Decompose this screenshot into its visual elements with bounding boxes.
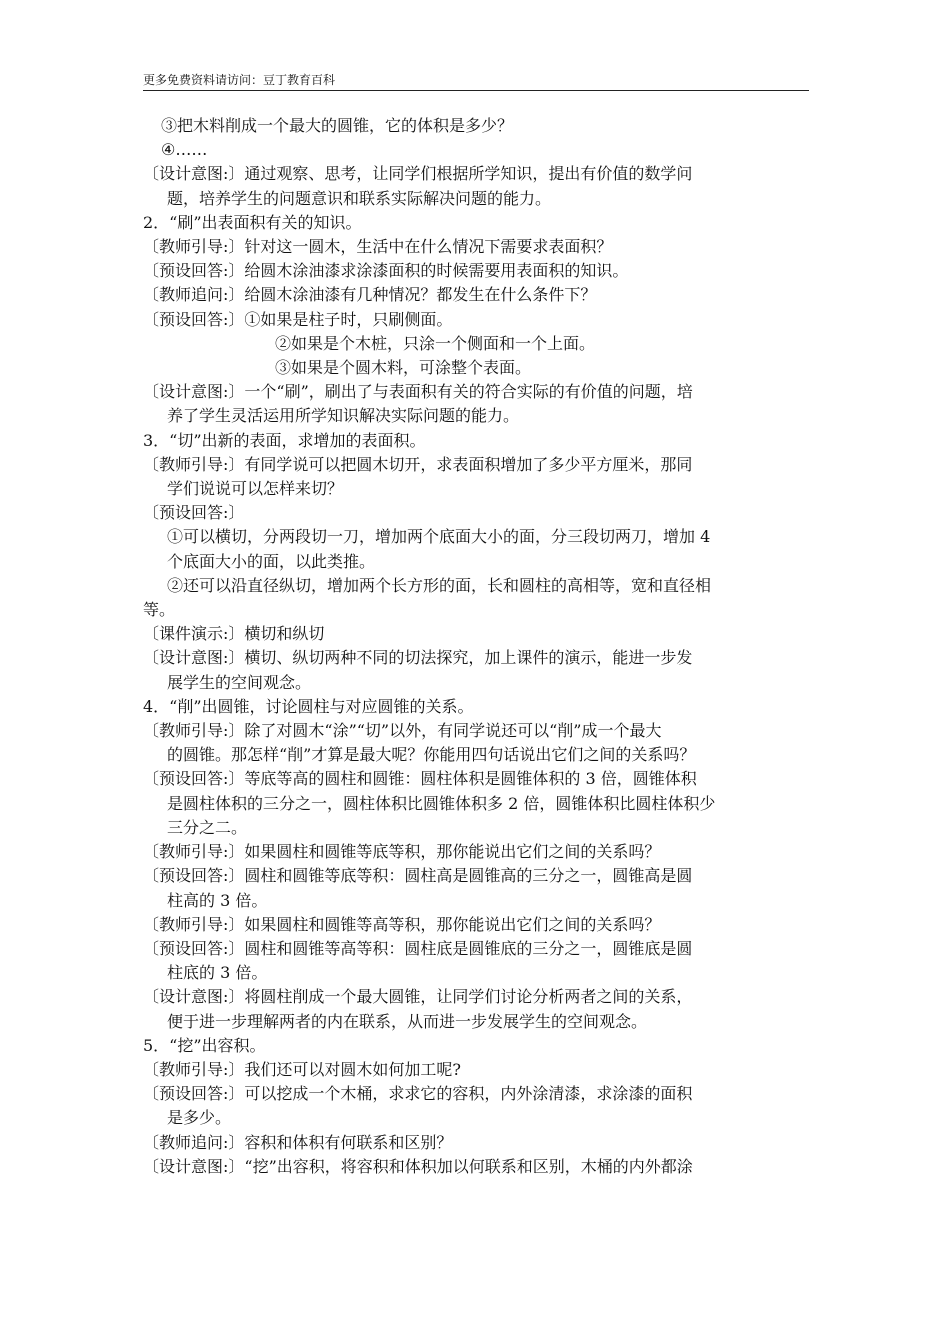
text-line: 〔预设回答:〕: [143, 503, 245, 523]
text-line: 〔设计意图:〕横切、纵切两种不同的切法探究，加上课件的演示，能进一步发: [143, 648, 693, 668]
text-line: 〔预设回答:〕可以挖成一个木桶，求求它的容积，内外涂清漆，求涂漆的面积: [143, 1084, 693, 1104]
text-line: 〔设计意图:〕通过观察、思考，让同学们根据所学知识，提出有价值的数学问: [143, 164, 693, 184]
text-line: 个底面大小的面，以此类推。: [167, 551, 376, 571]
page-header: 更多免费资料请访问：豆丁教育百科: [143, 72, 809, 91]
text-line: ④……: [161, 140, 208, 160]
text-line: 〔预设回答:〕①如果是柱子时，只刷侧面。: [143, 309, 453, 329]
section-heading: 2．“刷”出表面积有关的知识。: [143, 212, 362, 232]
text-line: 是圆柱体积的三分之一，圆柱体积比圆锥体积多 2 倍，圆锥体积比圆柱体积少: [167, 793, 716, 813]
text-line: 〔预设回答:〕圆柱和圆锥等高等积：圆柱底是圆锥底的三分之一，圆锥底是圆: [143, 938, 693, 958]
text-line: 〔教师追问:〕容积和体积有何联系和区别？: [143, 1132, 453, 1152]
text-line: 柱高的 3 倍。: [167, 890, 268, 910]
text-line: 学们说说可以怎样来切？: [167, 479, 344, 499]
text-line: 是多少。: [167, 1108, 232, 1128]
text-line: 〔教师引导:〕如果圆柱和圆锥等底等积，那你能说出它们之间的关系吗？: [143, 842, 661, 862]
section-heading: 5．“挖”出容积。: [143, 1035, 266, 1055]
text-line: 〔预设回答:〕等底等高的圆柱和圆锥：圆柱体积是圆锥体积的 3 倍，圆锥体积: [143, 769, 697, 789]
text-line: 〔课件演示:〕横切和纵切: [143, 624, 325, 644]
text-line: ②还可以沿直径纵切，增加两个长方形的面，长和圆柱的高相等，宽和直径相: [167, 575, 712, 595]
text-line: 便于进一步理解两者的内在联系，从而进一步发展学生的空间观念。: [167, 1011, 648, 1031]
text-line: 〔教师引导:〕我们还可以对圆木如何加工呢?: [143, 1059, 461, 1079]
text-line: 〔设计意图:〕“挖”出容积，将容积和体积加以何联系和区别，木桶的内外都涂: [143, 1156, 693, 1176]
text-line: 题，培养学生的问题意识和联系实际解决问题的能力。: [167, 188, 552, 208]
text-line: 〔教师追问:〕给圆木涂油漆有几种情况？都发生在什么条件下？: [143, 285, 597, 305]
text-line: 〔教师引导:〕除了对圆木“涂”“切”以外，有同学说还可以“削”成一个最大: [143, 721, 662, 741]
text-line: 〔教师引导:〕如果圆柱和圆锥等高等积，那你能说出它们之间的关系吗？: [143, 914, 661, 934]
text-line: 〔设计意图:〕一个“刷”，刷出了与表面积有关的符合实际的有价值的问题，培: [143, 382, 693, 402]
text-line: 〔预设回答:〕给圆木涂油漆求涂漆面积的时候需要用表面积的知识。: [143, 261, 629, 281]
text-line: 的圆锥。那怎样“削”才算是最大呢？你能用四句话说出它们之间的关系吗？: [167, 745, 696, 765]
section-heading: 3．“切”出新的表面，求增加的表面积。: [143, 430, 426, 450]
text-line: 〔教师引导:〕针对这一圆木，生活中在什么情况下需要求表面积？: [143, 237, 613, 257]
text-line: 等。: [143, 600, 176, 620]
text-line: 柱底的 3 倍。: [167, 963, 268, 983]
text-line: 三分之二。: [167, 817, 248, 837]
text-line: 〔教师引导:〕有同学说可以把圆木切开，求表面积增加了多少平方厘米，那同: [143, 454, 693, 474]
document-body: [143, 114, 809, 1179]
section-heading: 4．“削”出圆锥，讨论圆柱与对应圆锥的关系。: [143, 696, 474, 716]
text-line: 养了学生灵活运用所学知识解决实际问题的能力。: [167, 406, 520, 426]
text-line: ②如果是个木桩，只涂一个侧面和一个上面。: [275, 333, 596, 353]
text-line: 〔预设回答:〕圆柱和圆锥等底等积：圆柱高是圆锥高的三分之一，圆锥高是圆: [143, 866, 693, 886]
text-line: ①可以横切，分两段切一刀，增加两个底面大小的面，分三段切两刀，增加 4: [167, 527, 711, 547]
text-line: 〔设计意图:〕将圆柱削成一个最大圆锥，让同学们讨论分析两者之间的关系，: [143, 987, 693, 1007]
text-line: 展学生的空间观念。: [167, 672, 312, 692]
text-line: ③如果是个圆木料，可涂整个表面。: [275, 358, 532, 378]
text-line: ③把木料削成一个最大的圆锥，它的体积是多少？: [161, 116, 514, 135]
